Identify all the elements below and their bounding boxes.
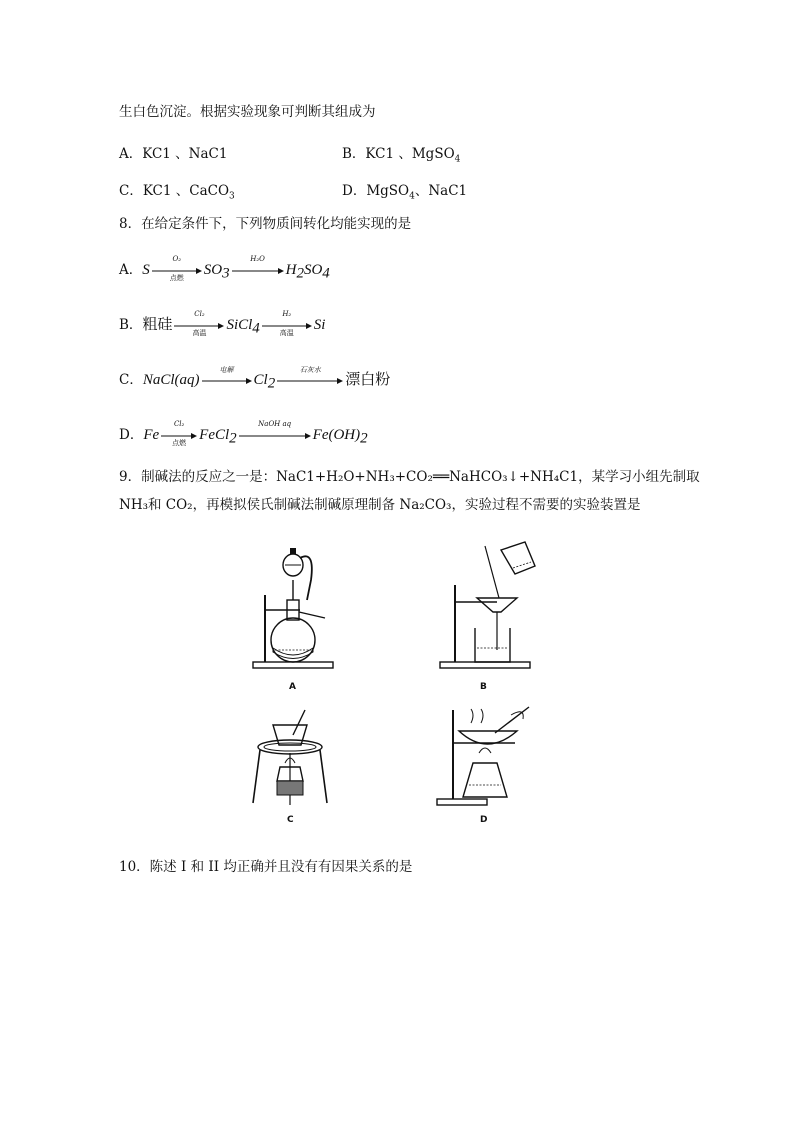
apparatus-a-label: A: [289, 682, 296, 692]
q8-a-s3bsub: 4: [322, 265, 330, 282]
q8-a-s2: SO: [203, 262, 223, 278]
q7-option-b: [342, 142, 460, 165]
q8-d-s2sub: 2: [229, 430, 237, 447]
apparatus-a-icon: [245, 540, 345, 675]
q8-b-arrow1: [174, 309, 224, 337]
q7-option-d-sub: 4: [409, 191, 415, 202]
q7-option-c-sub: 3: [229, 191, 235, 202]
q8-a-s3b: SO: [303, 262, 323, 278]
q8-c-s2: Cl: [253, 372, 268, 388]
q8-a-cond1b: 点燃: [169, 273, 184, 282]
q8-a-s3sub: 2: [296, 265, 304, 282]
q8-b-s1: 粗硅: [142, 315, 173, 333]
apparatus-d-icon: [435, 705, 545, 810]
q8-b-cond2: H₂: [282, 309, 292, 318]
q8-b-cond1: Cl₂: [194, 309, 205, 318]
q8-d-arrow2: [239, 419, 311, 439]
q8-d-arrow1: [161, 419, 197, 447]
q8-c-s3: 漂白粉: [345, 370, 391, 388]
q8-b-cond1b: 高温: [192, 328, 207, 337]
q7-option-b-sub: 4: [454, 154, 461, 165]
q7-option-d-text: D．MgSO: [342, 183, 410, 199]
q8-d-cond2: NaOH aq: [258, 419, 292, 428]
q8-c-s1p: (aq): [174, 372, 200, 388]
q8-a-cond2: H₂O: [250, 254, 265, 263]
q8-c-cond1: 电解: [219, 365, 234, 374]
q8-c-label: C．: [119, 372, 143, 388]
q8-d-label: D．: [119, 427, 144, 443]
q8-d-s1: Fe: [143, 427, 160, 443]
apparatus-b-label: B: [480, 682, 487, 692]
q7-option-d: [342, 179, 467, 202]
q8-option-a: [119, 254, 330, 283]
q8-b-s2: SiCl: [226, 317, 253, 333]
q8-d-s3: Fe(OH): [312, 427, 361, 443]
apparatus-d-label: D: [480, 815, 488, 825]
apparatus-b-icon: [435, 540, 555, 675]
q7-option-a: A．KC1 、NaC1: [119, 146, 228, 162]
q8-a-cond1: O₂: [172, 254, 182, 263]
q8-c-arrow2: [277, 365, 343, 384]
q8-a-s3: H: [285, 262, 297, 278]
q7-option-c: [119, 179, 235, 202]
q9-stem-line2: NH₃和 CO₂，再模拟侯氏制碱法制碱原理制备 Na₂CO₃，实验过程不需要的实验装置是: [119, 497, 641, 513]
q8-a-arrow2: [232, 254, 284, 274]
q8-b-arrow2: [262, 309, 312, 337]
q8-b-cond2b: 高温: [279, 328, 294, 337]
q8-c-cond2: 石灰水: [299, 365, 321, 374]
q7-stem-tail: 生白色沉淀。根据实验现象可判断其组成为: [119, 104, 376, 120]
q8-option-c: [119, 365, 391, 393]
q8-stem: 8．在给定条件下，下列物质间转化均能实现的是: [119, 216, 412, 232]
q8-d-cond1: Cl₂: [173, 419, 185, 428]
q7-option-b-text: B．KC1 、MgSO: [342, 146, 455, 162]
q7-option-c-text: C．KC1 、CaCO: [119, 183, 230, 199]
q8-c-s2sub: 2: [267, 375, 276, 392]
q8-d-s3sub: 2: [360, 430, 368, 447]
q8-a-s1: S: [142, 262, 150, 278]
q8-a-label: A．: [119, 262, 143, 278]
q8-b-s2sub: 4: [252, 320, 260, 337]
q8-c-arrow1: [202, 365, 252, 384]
q8-d-s2: FeCl: [199, 427, 230, 443]
q9-stem-line1: 9．制碱法的反应之一是：NaC1+H₂O+NH₃+CO₂══NaHCO₃↓+NH₄C1，某学习小组先制取: [119, 469, 700, 485]
q8-option-b: [119, 309, 326, 338]
q8-a-arrow1: [152, 254, 202, 282]
q8-a-s2sub: 3: [222, 265, 230, 282]
q10-stem: 10．陈述 I 和 II 均正确并且没有有因果关系的是: [119, 859, 413, 875]
apparatus-c-label: C: [287, 815, 294, 825]
q8-d-cond1b: 点燃: [172, 438, 187, 447]
q8-option-d: [119, 419, 368, 448]
q7-option-d-post: 、NaC1: [414, 183, 468, 199]
q8-b-s3: Si: [313, 317, 326, 333]
q8-b-label: B．: [119, 317, 143, 333]
apparatus-c-icon: [245, 705, 345, 810]
q8-c-s1: NaCl: [142, 372, 175, 388]
